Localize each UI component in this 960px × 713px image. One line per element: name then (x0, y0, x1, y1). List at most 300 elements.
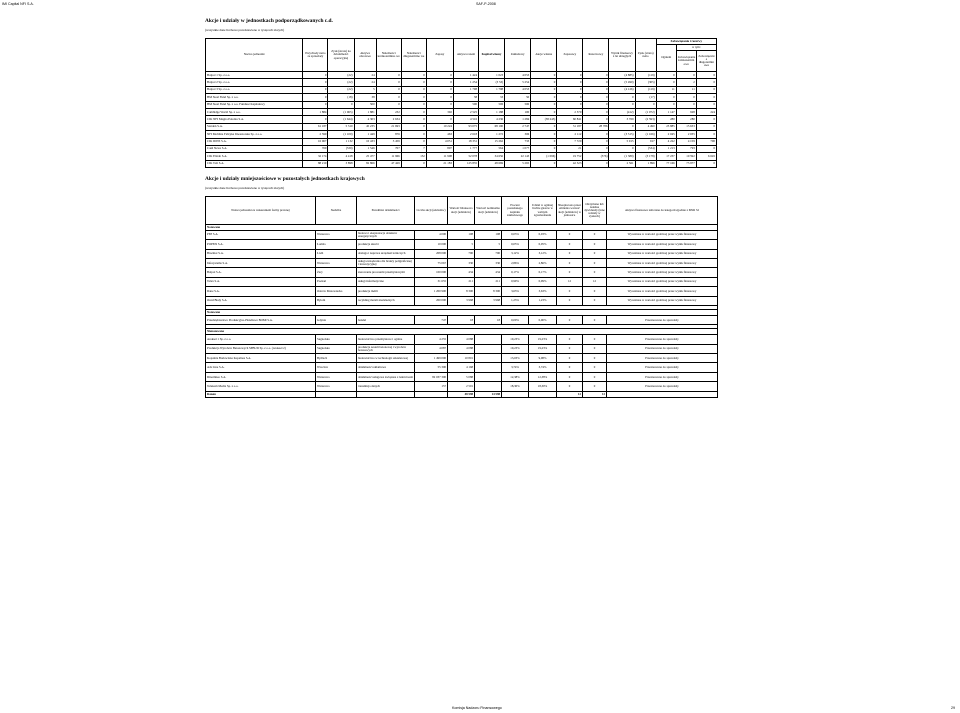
entity-name: HM Steel Fund Sp. z o.o. Fundusz Kapitałowy (206, 101, 303, 108)
value-cell: (3 178) (635, 153, 656, 160)
entity-name: Cash News S.A. (206, 145, 303, 152)
value-cell: 4 490 (635, 123, 656, 130)
value-cell: 0 (557, 79, 583, 86)
value-cell: 0 (531, 94, 557, 101)
holding-seat: Ostrów Mazowiecka (316, 287, 357, 296)
value-cell: 211 (448, 277, 475, 286)
entity-name: CIK Elztab S.A. (206, 153, 303, 160)
col-header-aktywa-razem: Aktywa razem (453, 39, 478, 72)
total-wart-bilans: 48 598 (448, 391, 475, 397)
table-row (206, 153, 717, 160)
value-cell: 93 075 (453, 123, 478, 130)
value-cell: 19,23% (529, 335, 557, 344)
value-cell: 0 (696, 131, 716, 138)
value-cell: 32 174 (303, 153, 328, 160)
value-cell: 0 (401, 131, 426, 138)
value-cell: 19,23% (502, 344, 529, 353)
value-cell: 1 896 (635, 160, 656, 167)
value-cell: 807 (426, 145, 453, 152)
value-cell: 0 (557, 230, 583, 239)
value-cell: 21 (557, 145, 583, 152)
col-header-w-tym: w tym: (676, 45, 716, 51)
value-cell: 34 656 (479, 153, 505, 160)
holding-activity: budownictwo przemysłowe i ogólne (357, 335, 415, 344)
value-cell: 4 088 (448, 344, 475, 353)
value-cell: 3,12% (529, 249, 557, 258)
holding-classification: Przeznaczone do sprzedaży (607, 372, 718, 381)
value-cell: 0 (583, 79, 609, 86)
value-cell: 0 (376, 86, 401, 93)
holding-name: Dane S.A. (206, 287, 316, 296)
table-row (206, 335, 718, 344)
value-cell: 3 968 (448, 296, 475, 305)
value-cell: 3,74% (529, 363, 557, 372)
holding-name: POPEIS S.A. (206, 240, 316, 249)
empty-cell (415, 391, 448, 397)
value-cell: 0 (583, 94, 609, 101)
value-cell: 0 (303, 101, 328, 108)
holding-activity: działalność reklamowa (357, 363, 415, 372)
value-cell: (58 243) (531, 116, 557, 123)
value-cell: 917 (635, 138, 656, 145)
value-cell: 0 (583, 315, 607, 324)
value-cell: 0 (376, 101, 401, 108)
holding-classification: Wyceniane w wartości godziwej przez wynik finansowy (607, 249, 718, 258)
value-cell: 24 (354, 72, 376, 79)
holding-seat: Gdynia (316, 315, 357, 324)
value-cell: (4 885) (609, 72, 635, 79)
holding-seat: Bydlach (316, 354, 357, 363)
t2-header-udzial-glosow: Udział w ogólnej liczbie głosów w walnym zgromadzeniu (529, 197, 557, 225)
value-cell: 1 424 (453, 72, 478, 79)
value-cell: 10 801 (448, 354, 475, 363)
value-cell: 31 187 (557, 123, 583, 130)
value-cell: 0 (401, 101, 426, 108)
value-cell: (18) (328, 94, 354, 101)
value-cell: 0 (696, 160, 716, 167)
value-cell: 4 053 (505, 72, 531, 79)
value-cell: 75 067 (415, 258, 448, 267)
empty-cell (607, 391, 718, 397)
col-header-ogolem: Ogółem (656, 45, 676, 72)
entity-name: CIK IDNS S.A. (206, 138, 303, 145)
value-cell: 157 (415, 382, 448, 391)
value-cell: 4 418 (328, 153, 354, 160)
value-cell: 1 499 000 (415, 354, 448, 363)
holding-classification: Przeznaczone do sprzedaży (607, 344, 718, 353)
holding-activity: recykling metali nieżelaznych (357, 296, 415, 305)
value-cell: 0 (583, 101, 609, 108)
holding-name: Przedsiębiorstwo Produkcyjno-Handlowe BOMI S.A. (206, 315, 316, 324)
value-cell: 1 077 (505, 145, 531, 152)
value-cell: 152 (401, 153, 426, 160)
table-row (206, 287, 718, 296)
t2-header-dywidendy: Otrzymane lub należne dywidendy (inne udziały w zyskach) (583, 197, 607, 225)
value-cell: 1 200 900 (415, 287, 448, 296)
holding-classification: Wyceniane w wartości godziwej przez wynik finansowy (607, 296, 718, 305)
value-cell: 4 222 (656, 138, 676, 145)
table-row (206, 123, 717, 130)
value-cell: 100 (505, 108, 531, 115)
value-cell: 0 (696, 94, 716, 101)
value-cell: 0 (656, 79, 676, 86)
value-cell: 75 977 (676, 160, 696, 167)
header-report: SAF-P-2008 (476, 2, 496, 6)
value-cell: 25 885 (656, 123, 676, 130)
value-cell: 19,23% (502, 335, 529, 344)
value-cell: 0 (656, 101, 676, 108)
empty-cell (529, 391, 557, 397)
holding-activity: sterowanie procesami przemysłowymi (357, 268, 415, 277)
value-cell: 0,17% (529, 268, 557, 277)
value-cell: 463 (426, 131, 453, 138)
value-cell: 0 (609, 145, 635, 152)
section1-subtitle: (wszystkie dane liczbowe przedstawiono w tysiącach złotych) (205, 28, 285, 32)
value-cell: 2 634 (376, 116, 401, 123)
value-cell: 0 (531, 145, 557, 152)
value-cell: 1,23% (529, 296, 557, 305)
value-cell: 0 (401, 72, 426, 79)
value-cell: 500 (505, 101, 531, 108)
value-cell: 0 (583, 249, 607, 258)
entity-name: CIK NFI Magna Polonia S.A. (206, 116, 303, 123)
value-cell: 12,38% (502, 372, 529, 381)
col-header-zapasy: Zapasy (426, 39, 453, 72)
value-cell: 0 (531, 138, 557, 145)
table-row (206, 145, 717, 152)
holding-name: Infosystems S.A. (206, 258, 316, 267)
value-cell: 4 087 (415, 344, 448, 353)
value-cell: 0 (376, 79, 401, 86)
value-cell: 1 213 (656, 145, 676, 152)
value-cell: (305) (635, 79, 656, 86)
value-cell: 0 (583, 72, 609, 79)
value-cell: 0 (557, 296, 583, 305)
value-cell: (22) (328, 72, 354, 79)
col-header-nal-krotko: Należności krótkotermino we (376, 39, 401, 72)
table-row (206, 277, 718, 286)
value-cell: (1 389) (609, 153, 635, 160)
value-cell: 18,30% (529, 382, 557, 391)
value-cell: (22) (328, 86, 354, 93)
col-header-zysk-operacyjny: Zysk (strata) na działalności operacyjnej (328, 39, 354, 72)
t2-header-wart-nominalna: Wartość nominalna akcji (udziałów) (475, 197, 502, 225)
value-cell: 0 (676, 101, 696, 108)
value-cell: 2,86% (529, 258, 557, 267)
value-cell: (1 100) (328, 131, 354, 138)
value-cell: (2 593) (635, 116, 656, 123)
value-cell: (1 065) (328, 108, 354, 115)
holding-activity: budownictwo w technologii szkieletowej (357, 354, 415, 363)
value-cell: 108 (475, 230, 502, 239)
value-cell: 0 (303, 72, 328, 79)
holding-classification: Przeznaczone do sprzedaży (607, 335, 718, 344)
value-cell: (3 53) (479, 79, 505, 86)
value-cell: 0 (583, 86, 609, 93)
value-cell: 2 (676, 79, 696, 86)
total-label: Razem (206, 391, 316, 397)
value-cell: 0,00% (529, 315, 557, 324)
holding-classification: Wyceniane w wartości godziwej przez wynik finansowy (607, 240, 718, 249)
value-cell: 3 459 (376, 138, 401, 145)
t2-header-name: Nazwa jednostki ze wskazaniem formy prawnej (206, 197, 316, 225)
value-cell: 0 (696, 101, 716, 108)
col-header-name: Nazwa jednostki (206, 39, 303, 72)
value-cell: 0,05% (502, 240, 529, 249)
value-cell: 790 (475, 249, 502, 258)
value-cell: 3 769 (609, 116, 635, 123)
table-row (206, 344, 718, 353)
value-cell: 1,23% (502, 296, 529, 305)
value-cell: 7 (401, 145, 426, 152)
value-cell: 330 (475, 258, 502, 267)
value-cell: 0 (426, 72, 453, 79)
table-row (206, 160, 717, 167)
value-cell: 8 300 (475, 287, 502, 296)
value-cell: 25 477 (354, 153, 376, 160)
value-cell: 434 (475, 268, 502, 277)
value-cell: 1 284 (505, 116, 531, 123)
value-cell: 0 (376, 72, 401, 79)
holding-seat: Żary (316, 268, 357, 277)
value-cell: 12 (557, 277, 583, 286)
value-cell: 2 525 (453, 108, 478, 115)
holding-classification: Wyceniane w wartości godziwej przez wynik finansowy (607, 268, 718, 277)
holding-classification: Wyceniane w wartości godziwej przez wynik finansowy (607, 230, 718, 239)
value-cell: 564 (479, 145, 505, 152)
value-cell: (119) (635, 72, 656, 79)
table-row (206, 131, 717, 138)
value-cell: 7 720 (557, 138, 583, 145)
holding-activity: produkcja skrobi (357, 240, 415, 249)
value-cell: 707 (376, 145, 401, 152)
value-cell: 0 (531, 79, 557, 86)
value-cell: (4 126) (609, 86, 635, 93)
value-cell: 6 645 (696, 153, 716, 160)
value-cell: 5 088 (448, 372, 475, 381)
value-cell: 0 (303, 86, 328, 93)
col-header-zakladowy: Zakładowy (505, 39, 531, 72)
value-cell: 330 (448, 258, 475, 267)
value-cell: 3 968 (475, 296, 502, 305)
value-cell: 1 023 (479, 72, 505, 79)
value-cell: 4 159 (676, 138, 696, 145)
value-cell: 0 (583, 372, 607, 381)
value-cell: 0 (583, 344, 607, 353)
section2-subtitle: (wszystkie dane liczbowe przedstawiono w tysiącach złotych) (205, 186, 285, 190)
holding-seat: Łomża (316, 240, 357, 249)
table-row (206, 315, 718, 324)
value-cell: 18 (475, 315, 502, 324)
value-cell: 68 190 (479, 123, 505, 130)
value-cell: 0 (656, 94, 676, 101)
value-cell: 0 (676, 72, 696, 79)
holding-name: Talex S.A. (206, 277, 316, 286)
value-cell (475, 363, 502, 372)
table-row (206, 94, 717, 101)
table-row (206, 101, 717, 108)
value-cell: 0 (557, 268, 583, 277)
table-row (206, 268, 718, 277)
table-row (206, 382, 718, 391)
value-cell: 0 (426, 86, 453, 93)
value-cell: 0 (583, 287, 607, 296)
value-cell: 0 (531, 86, 557, 93)
holding-activity: produkcja mebli (357, 287, 415, 296)
value-cell: 0 (696, 72, 716, 79)
col-header-aktywa-obrotowe: Aktywa obrotowe (354, 39, 376, 72)
table-row (206, 258, 718, 267)
value-cell: 0 (401, 94, 426, 101)
value-cell: 4 516 (453, 116, 478, 123)
value-cell: (1 096) (531, 153, 557, 160)
holding-classification: Przeznaczone do sprzedaży (607, 363, 718, 372)
value-cell: 45 235 (354, 123, 376, 130)
col-header-rezerwowy: Rezerwowy (583, 39, 609, 72)
value-cell: 0 (583, 116, 609, 123)
t2-header-liczba-akcji: Liczba akcji (udziałów) (415, 197, 448, 225)
value-cell: 2 045 (656, 131, 676, 138)
value-cell: 0 (583, 296, 607, 305)
value-cell: 0 (609, 101, 635, 108)
entity-name: Starden S.A. (206, 123, 303, 130)
table-row (206, 230, 718, 239)
value-cell: 0 (426, 94, 453, 101)
value-cell: 1 254 (453, 79, 478, 86)
value-cell: 2 599 (303, 131, 328, 138)
entity-name: HM Steel Fund Sp. z o.o. (206, 94, 303, 101)
col-header-nal-dlugo: Należności długotermino we (401, 39, 426, 72)
value-cell: 0 (401, 116, 426, 123)
total-wart-nominalna: 14 598 (475, 391, 502, 397)
value-cell: 0 (696, 145, 716, 152)
value-cell: 5 915 (609, 138, 635, 145)
value-cell: 0 (696, 123, 716, 130)
value-cell: 3,63% (502, 287, 529, 296)
value-cell: 4 088 (448, 335, 475, 344)
value-cell: 33 (479, 94, 505, 101)
value-cell: (119) (635, 86, 656, 93)
holding-name: Kopalnia Budowlana Kopalnas S.A. (206, 354, 316, 363)
value-cell: 0 (376, 94, 401, 101)
holding-seat: Wrocław (316, 363, 357, 372)
value-cell: 0 (426, 101, 453, 108)
value-cell: (1 166) (635, 131, 656, 138)
value-cell: 16 067 (303, 138, 328, 145)
value-cell: 0 (583, 354, 607, 363)
value-cell: 0 (328, 101, 354, 108)
value-cell: 208 000 (415, 249, 448, 258)
value-cell: 0 (557, 94, 583, 101)
value-cell: 18 (448, 315, 475, 324)
value-cell: 82 866 (354, 160, 376, 167)
value-cell: 1 147 (656, 108, 676, 115)
value-cell: 0 (583, 145, 609, 152)
footer-text: Komisja Nadzoru Finansowego (452, 706, 502, 710)
value-cell: 0 (426, 79, 453, 86)
subsidiaries-table (205, 38, 717, 168)
value-cell: 0 (557, 240, 583, 249)
holding-classification: Przeznaczone do sprzedaży (607, 354, 718, 363)
value-cell: 0 (531, 160, 557, 167)
col-header-zapasowy: Zapasowy (557, 39, 583, 72)
value-cell: 769 (303, 145, 328, 152)
value-cell: 700 (696, 138, 716, 145)
value-cell: 0 (557, 86, 583, 93)
section2-title: Akcje i udziały mniejszościowe w pozostałych jednostkach krajowych (205, 176, 365, 182)
page-number: 29 (951, 706, 955, 710)
value-cell: 38 (354, 94, 376, 101)
group-label: Notowane (206, 225, 718, 231)
holding-name: Produkcja Wyrobów Betonowych SPBUD Sp. z o.o. (Aroksel 2) (206, 344, 316, 353)
value-cell: 0 (583, 335, 607, 344)
group-label: Notowane (206, 310, 718, 316)
value-cell: (1 072) (635, 108, 656, 115)
value-cell: 0 (583, 138, 609, 145)
value-cell: 17 237 (656, 153, 676, 160)
holding-name: Dinomiteo S.A. (206, 372, 316, 381)
value-cell: 31 655 (415, 277, 448, 286)
value-cell: 0 (557, 101, 583, 108)
empty-cell (502, 391, 529, 397)
total-dywidendy: 12 (583, 391, 607, 397)
value-cell: (576) (583, 153, 609, 160)
value-cell: 733 (505, 138, 531, 145)
value-cell: 211 (475, 277, 502, 286)
value-cell: 0 (583, 363, 607, 372)
value-cell: 9,08% (529, 354, 557, 363)
value-cell: 10 224 (426, 123, 453, 130)
holding-seat: Sugnolska (316, 335, 357, 344)
value-cell: 0 (401, 79, 426, 86)
value-cell (475, 354, 502, 363)
table-row (206, 372, 718, 381)
col-header-zob-dlugo: Zobowiązani a długotermin owe (696, 51, 716, 72)
value-cell: 0 (531, 108, 557, 115)
value-cell: 0 (609, 123, 635, 130)
value-cell: 28 786 (583, 123, 609, 130)
value-cell (475, 335, 502, 344)
header-company: IMI Capital NFI S.A. (2, 2, 34, 6)
col-header-wynik-lat: Wynik finansowy z lat ubiegłych (609, 39, 635, 72)
holding-name: Telekom Media Sp. z o.o. (206, 382, 316, 391)
value-cell: 0,03% (529, 230, 557, 239)
value-cell: 0,05% (529, 240, 557, 249)
table-row (206, 354, 718, 363)
table-row (206, 363, 718, 372)
value-cell: 2 618 (453, 131, 478, 138)
value-cell: 5 265 (505, 160, 531, 167)
value-cell: 21 693 (376, 123, 401, 130)
value-cell: 125 835 (453, 160, 478, 167)
value-cell: 0 (557, 249, 583, 258)
t2-header-wart-bilans: Wartość bilansowa akcji (udziałów) (448, 197, 475, 225)
value-cell: 5 254 (505, 79, 531, 86)
holding-name: Bolpol S.A. (206, 268, 316, 277)
holding-seat: Warszawa (316, 230, 357, 239)
value-cell: 280 (656, 116, 676, 123)
value-cell: 4 051 (426, 138, 453, 145)
value-cell: 10 000 (415, 240, 448, 249)
entity-name: Bolpol 3 Sp. z o.o. (206, 86, 303, 93)
holding-activity: usługi informatyczne (357, 277, 415, 286)
value-cell: 88 210 (303, 160, 328, 167)
value-cell: 11 966 (376, 153, 401, 160)
value-cell: 24 (354, 79, 376, 86)
section1-title: Akcje i udziały w jednostkach podporządkowanych c.d. (205, 18, 333, 24)
col-header-kapital-wlasny: Kapitał własny (479, 39, 505, 72)
value-cell: 2 570 (557, 108, 583, 115)
